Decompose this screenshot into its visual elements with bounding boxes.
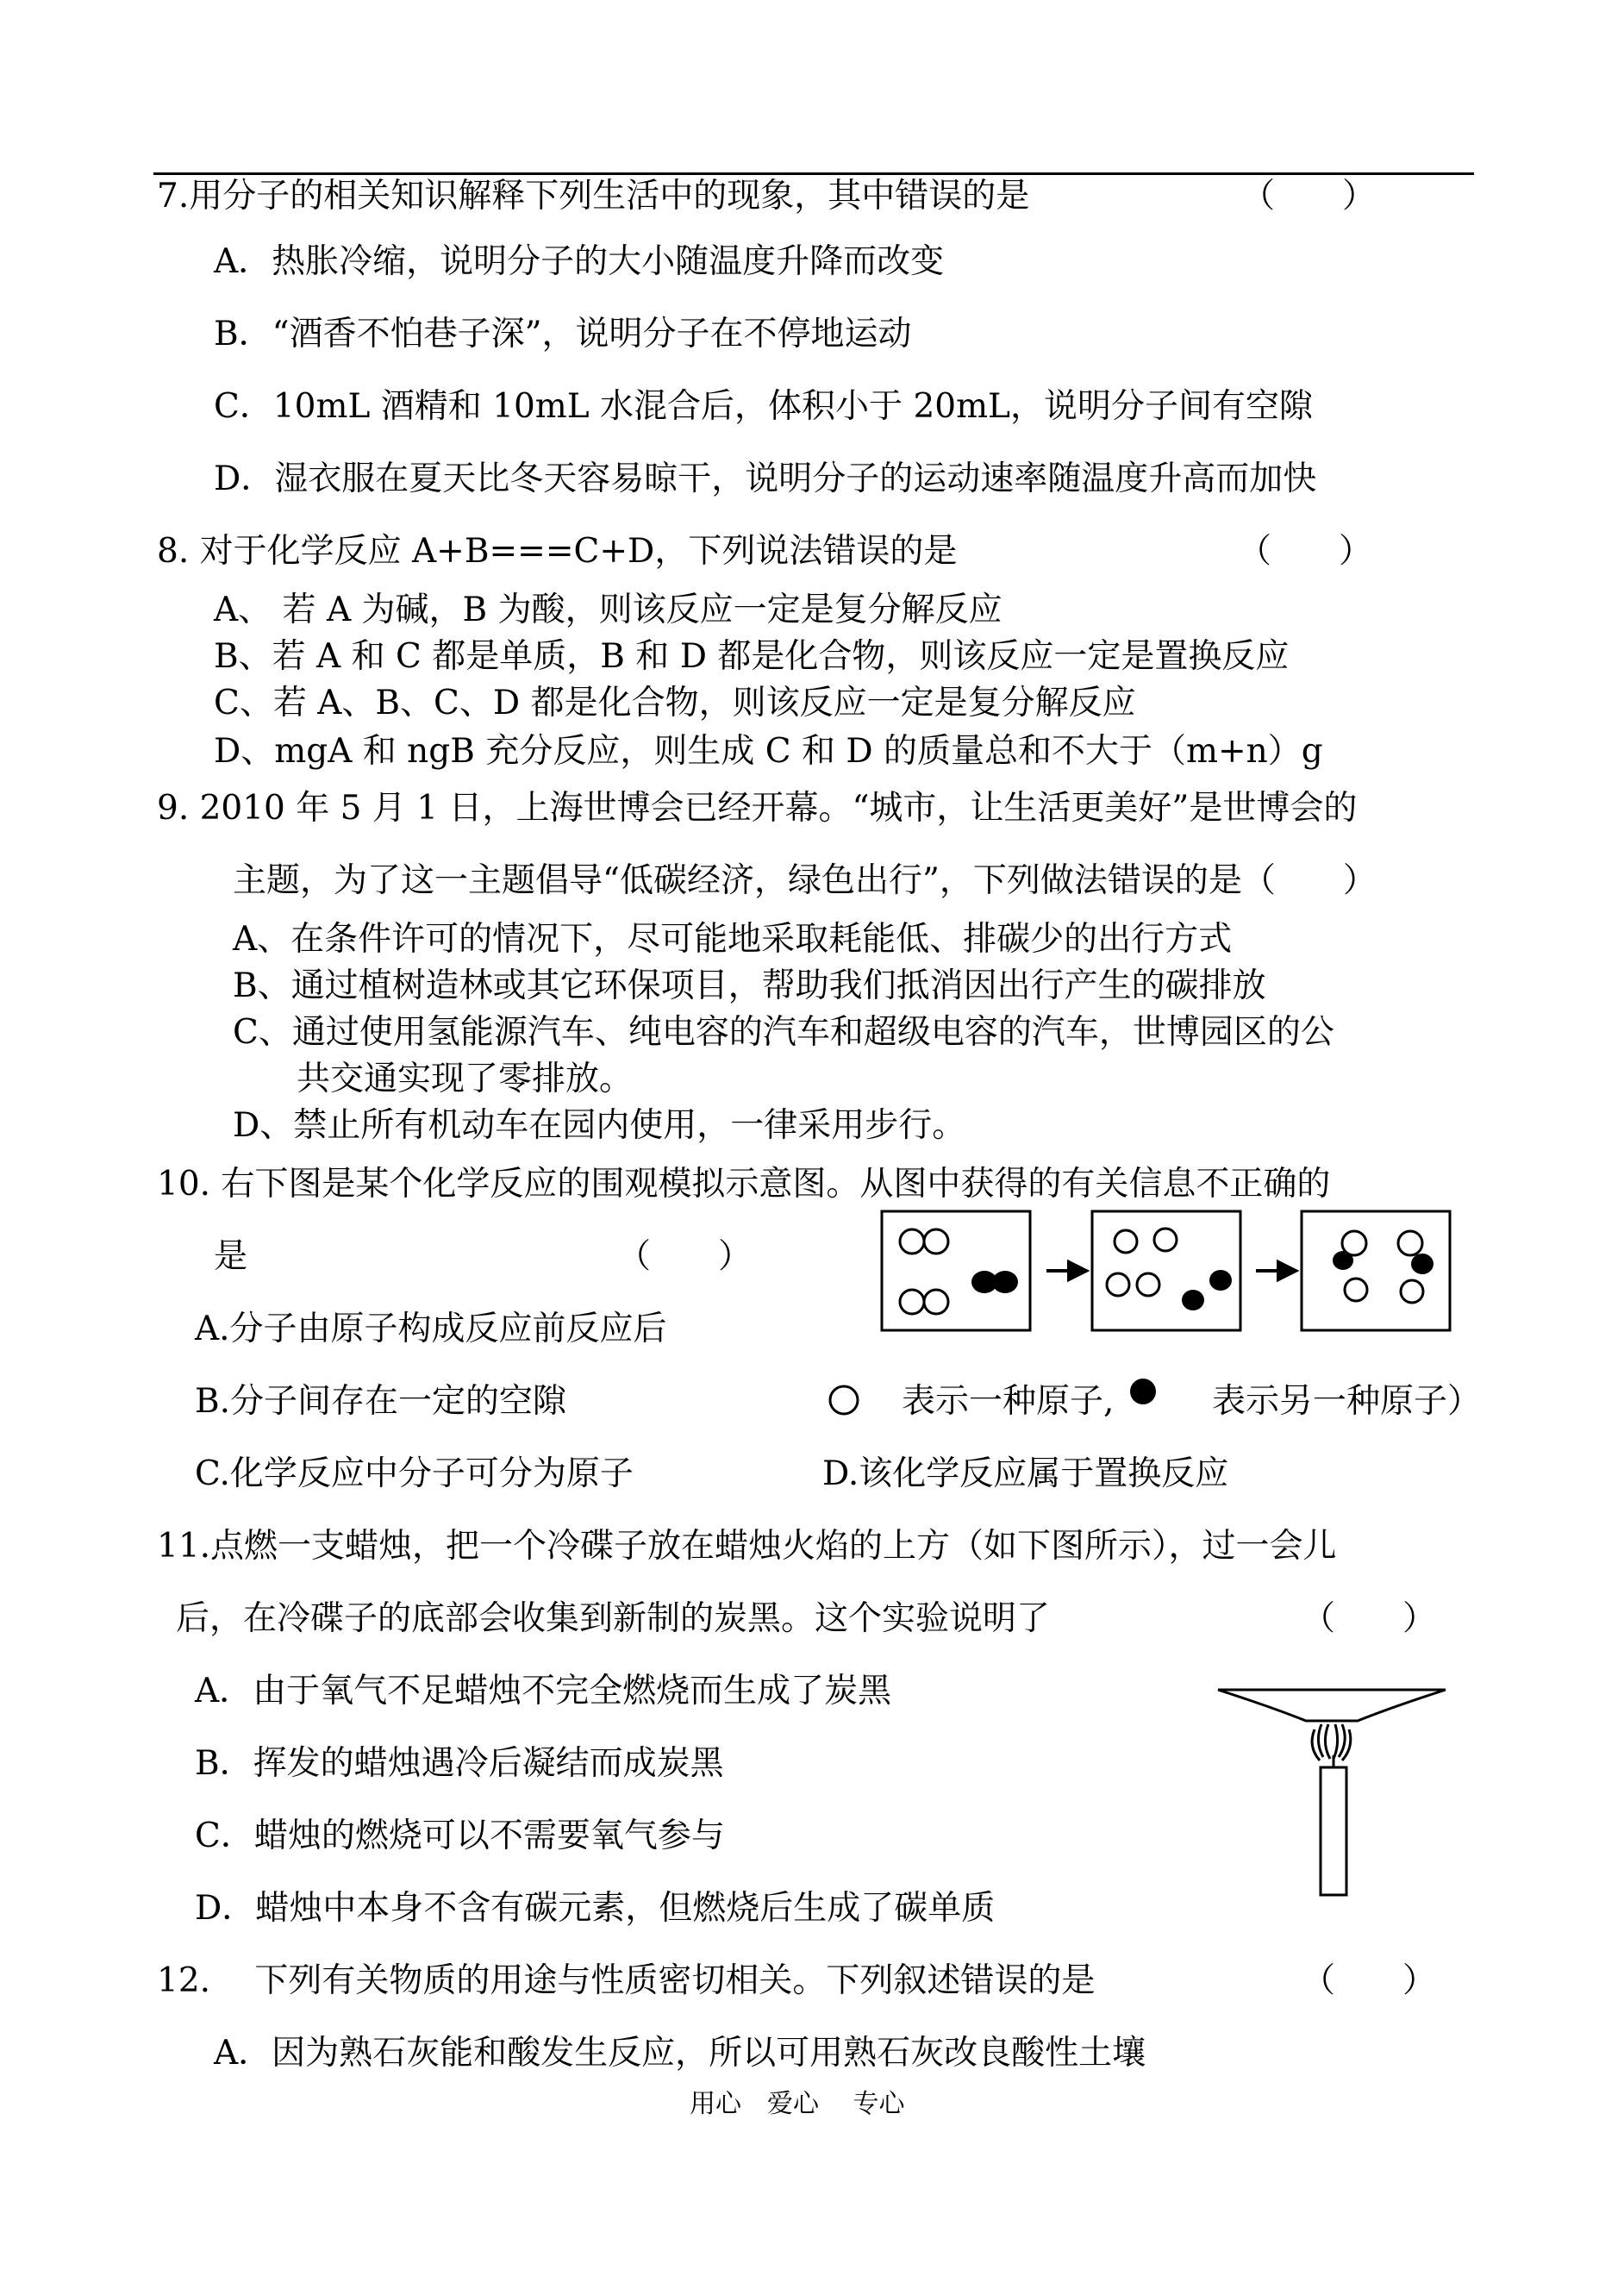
q7-option-b: B．“酒香不怕巷子深”，说明分子在不停地运动 — [214, 315, 912, 353]
q11-option-a: A．由于氧气不足蜡烛不完全燃烧而生成了炭黑 — [195, 1672, 892, 1710]
q9-option-a: A、在条件许可的情况下，尽可能地采取耗能低、排碳少的出行方式 — [233, 920, 1233, 959]
q8-option-b: B、若 A 和 C 都是单质，B 和 D 都是化合物，则该反应一定是置换反应 — [214, 637, 1290, 676]
q11-stem-line1: 11.点燃一支蜡烛，把一个冷碟子放在蜡烛火焰的上方（如下图所示），过一会儿 — [157, 1527, 1337, 1566]
q12-answer-bracket: （ ） — [1302, 1961, 1437, 2000]
q7-option-c: C．10mL 酒精和 10mL 水混合后，体积小于 20mL，说明分子间有空隙 — [214, 387, 1313, 426]
q7-stem: 7.用分子的相关知识解释下列生活中的现象，其中错误的是 — [157, 177, 1030, 216]
q11-option-b: B．挥发的蜡烛遇冷后凝结而成炭黑 — [195, 1744, 724, 1783]
q11-option-c: C．蜡烛的燃烧可以不需要氧气参与 — [195, 1817, 725, 1855]
reaction-diagram — [879, 1207, 1465, 1336]
q10-option-a: A.分子由原子构成反应前反应后 — [195, 1310, 667, 1348]
q10-option-c: C.化学反应中分子可分为原子 — [195, 1454, 634, 1493]
q9-option-c-line1: C、通过使用氢能源汽车、纯电容的汽车和超级电容的汽车，世博园区的公 — [233, 1013, 1334, 1052]
q10-stem-line1: 10. 右下图是某个化学反应的围观模拟示意图。从图中获得的有关信息不正确的 — [157, 1165, 1331, 1204]
q8-option-a: A、 若 A 为碱，B 为酸，则该反应一定是复分解反应 — [214, 591, 1003, 629]
header-rule — [153, 172, 1474, 175]
legend-black-label: 表示另一种原子） — [1212, 1382, 1482, 1421]
white-atom-legend-icon — [825, 1383, 865, 1417]
q11-answer-bracket: （ ） — [1302, 1599, 1437, 1638]
q10-answer-bracket: （ ） — [617, 1237, 753, 1276]
q10-option-b: B.分子间存在一定的空隙 — [195, 1382, 567, 1421]
candle-plate-diagram — [1211, 1681, 1452, 1905]
q10-option-d: D.该化学反应属于置换反应 — [822, 1454, 1229, 1493]
q9-option-d: D、禁止所有机动车在园内使用，一律采用步行。 — [233, 1106, 966, 1145]
black-atom-legend-icon — [1127, 1376, 1159, 1407]
q7-option-a: A．热胀冷缩，说明分子的大小随温度升降而改变 — [214, 242, 945, 281]
q11-stem-line2: 后，在冷碟子的底部会收集到新制的炭黑。这个实验说明了 — [176, 1599, 1051, 1638]
q9-option-b: B、通过植树造林或其它环保项目，帮助我们抵消因出行产生的碳排放 — [233, 966, 1266, 1005]
q9-option-c-line2: 共交通实现了零排放。 — [297, 1060, 634, 1098]
q11-option-d: D．蜡烛中本身不含有碳元素，但燃烧后生成了碳单质 — [195, 1889, 996, 1928]
q7-option-d: D．湿衣服在夏天比冬天容易晾干，说明分子的运动速率随温度升高而加快 — [214, 460, 1317, 498]
q7-answer-bracket: （ ） — [1241, 177, 1377, 216]
q12-stem: 12. 下列有关物质的用途与性质密切相关。下列叙述错误的是 — [157, 1961, 1096, 2000]
legend-white-label: 表示一种原子, — [902, 1382, 1115, 1421]
page-footer: 用心 爱心 专心 — [690, 2089, 905, 2119]
q10-stem-line2: 是 — [214, 1237, 248, 1276]
q9-stem-line2: 主题，为了这一主题倡导“低碳经济，绿色出行”，下列做法错误的是（ ） — [233, 861, 1377, 900]
q8-option-c: C、若 A、B、C、D 都是化合物，则该反应一定是复分解反应 — [214, 684, 1136, 722]
q8-answer-bracket: （ ） — [1238, 532, 1373, 571]
q9-stem-line1: 9. 2010 年 5 月 1 日，上海世博会已经开幕。“城市，让生活更美好”是世博会的 — [157, 789, 1358, 828]
q8-stem: 8. 对于化学反应 A+B===C+D，下列说法错误的是 — [157, 532, 958, 571]
q12-option-a: A．因为熟石灰能和酸发生反应，所以可用熟石灰改良酸性土壤 — [214, 2034, 1146, 2073]
q8-option-d: D、mgA 和 ngB 充分反应，则生成 C 和 D 的质量总和不大于（m+n）g — [214, 732, 1323, 771]
